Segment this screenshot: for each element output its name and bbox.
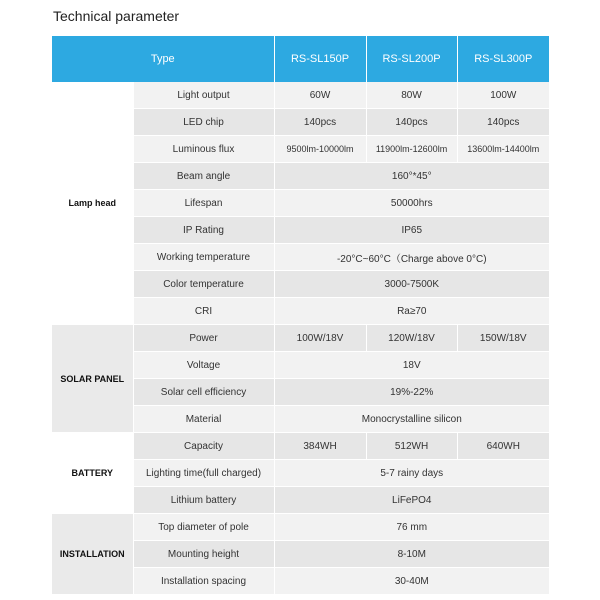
param-value: 140pcs [366, 109, 457, 136]
section-label-lamp-head: Lamp head [52, 82, 133, 325]
param-label: Mounting height [133, 541, 274, 568]
param-label: Lithium battery [133, 487, 274, 514]
param-label: Material [133, 406, 274, 433]
param-value: 18V [274, 352, 549, 379]
param-value: 140pcs [457, 109, 549, 136]
param-value: 5-7 rainy days [274, 460, 549, 487]
param-value: 140pcs [274, 109, 366, 136]
param-label: Lighting time(full charged) [133, 460, 274, 487]
param-label: Color temperature [133, 271, 274, 298]
param-value: 100W [457, 82, 549, 109]
param-value: 13600lm-14400lm [457, 136, 549, 163]
param-value: 120W/18V [366, 325, 457, 352]
param-value: LiFePO4 [274, 487, 549, 514]
param-value: 150W/18V [457, 325, 549, 352]
param-value: 9500lm-10000lm [274, 136, 366, 163]
section-label-solar-panel: SOLAR PANEL [52, 325, 133, 433]
table-row [52, 82, 549, 109]
section-label-installation: INSTALLATION [52, 514, 133, 595]
param-label: Capacity [133, 433, 274, 460]
param-value: 60W [274, 82, 366, 109]
param-value: 3000-7500K [274, 271, 549, 298]
param-value: 76 mm [274, 514, 549, 541]
page-title: Technical parameter [53, 8, 180, 24]
spec-table [52, 36, 549, 595]
param-value: 512WH [366, 433, 457, 460]
param-label: Working temperature [133, 244, 274, 271]
param-label: CRI [133, 298, 274, 325]
param-label: LED chip [133, 109, 274, 136]
model-header: RS-SL300P [457, 36, 549, 82]
param-value: Monocrystalline silicon [274, 406, 549, 433]
param-label: Top diameter of pole [133, 514, 274, 541]
param-label: Beam angle [133, 163, 274, 190]
header-row [52, 36, 549, 82]
param-value: 19%-22% [274, 379, 549, 406]
param-value: 8-10M [274, 541, 549, 568]
param-value: 384WH [274, 433, 366, 460]
table-row [52, 325, 549, 352]
param-value: 640WH [457, 433, 549, 460]
param-value: Ra≥70 [274, 298, 549, 325]
param-value: 80W [366, 82, 457, 109]
param-label: Lifespan [133, 190, 274, 217]
param-value: -20°C~60°C（Charge above 0°C) [274, 244, 549, 271]
param-value: 160°*45° [274, 163, 549, 190]
param-value: 30-40M [274, 568, 549, 595]
type-header: Type [52, 36, 274, 82]
param-label: Power [133, 325, 274, 352]
model-header: RS-SL200P [366, 36, 457, 82]
table-row [52, 514, 549, 541]
param-value: 50000hrs [274, 190, 549, 217]
section-label-battery: BATTERY [52, 433, 133, 514]
param-label: Installation spacing [133, 568, 274, 595]
param-value: 11900lm-12600lm [366, 136, 457, 163]
param-label: Voltage [133, 352, 274, 379]
param-label: Light output [133, 82, 274, 109]
model-header: RS-SL150P [274, 36, 366, 82]
param-label: Luminous flux [133, 136, 274, 163]
param-label: IP Rating [133, 217, 274, 244]
param-value: 100W/18V [274, 325, 366, 352]
param-value: IP65 [274, 217, 549, 244]
param-label: Solar cell efficiency [133, 379, 274, 406]
table-row [52, 433, 549, 460]
